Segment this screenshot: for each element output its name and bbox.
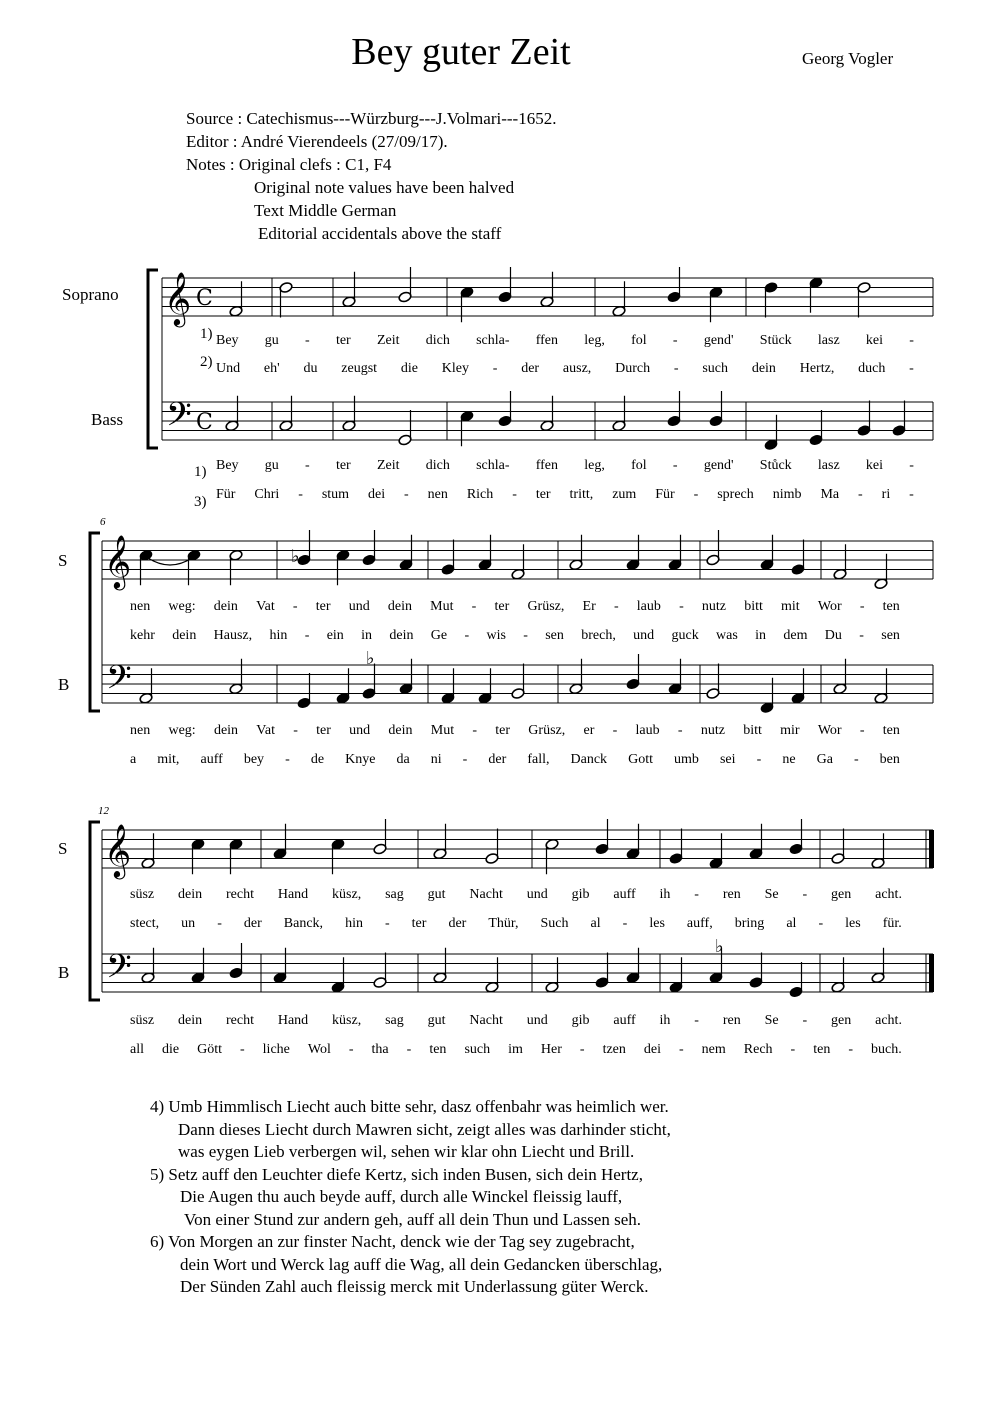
lyric-syllable: dich — [425, 458, 450, 473]
lyric-syllable: hin — [345, 916, 363, 931]
lyric-syllable: un — [181, 916, 196, 931]
lyric-syllable: Wol — [307, 1042, 331, 1057]
lyric-syllable: gu — [264, 333, 279, 348]
lyric-syllable: dein — [172, 628, 197, 643]
lyric-syllable: guck — [671, 628, 699, 643]
lyric-syllable: - — [909, 487, 914, 502]
verse-mark-bass-3: 3) — [194, 494, 207, 510]
lyric-syllable: ter — [335, 458, 351, 473]
lyric-syllable: - — [909, 333, 914, 348]
lyric-syllable: ter — [316, 723, 331, 738]
lyric-syllable: schla- — [476, 333, 510, 348]
lyric-syllable: Vat — [256, 723, 275, 738]
lyric-row — [216, 333, 914, 349]
lyric-syllable: - — [492, 361, 498, 376]
lyric-syllable: nutz — [701, 599, 727, 614]
lyric-syllable: - — [293, 723, 298, 738]
note-values-line: Original note values have been halved — [254, 178, 515, 197]
lyric-syllable: und — [633, 628, 655, 643]
lyric-syllable: leg, — [584, 458, 605, 473]
lyric-syllable: acht. — [875, 1013, 902, 1028]
bass-short-label-3: B — [58, 963, 70, 982]
lyric-syllable: in — [755, 628, 767, 643]
lyric-syllable: ter — [495, 723, 511, 738]
accidentals-line: Editorial accidentals above the staff — [258, 224, 502, 243]
lyric-syllable: Stück — [759, 333, 792, 348]
lyric-syllable: Grüsz, — [528, 723, 566, 738]
lyric-syllable: all — [130, 1042, 144, 1057]
lyric-syllable: ein — [326, 628, 344, 643]
lyric-syllable: fall, — [527, 752, 550, 767]
lyric-syllable: ben — [879, 752, 900, 767]
treble-clef-icon: 𝄞 — [104, 823, 132, 877]
lyric-syllable: stum — [321, 487, 350, 502]
lyric-syllable: weg: — [168, 723, 196, 738]
lyric-syllable: nen — [130, 599, 151, 614]
lyric-syllable: Er — [582, 599, 596, 614]
soprano-short-label-2: S — [58, 551, 68, 570]
lyric-syllable: - — [523, 628, 528, 643]
editor-line: Editor : André Vierendeels (27/09/17). — [186, 132, 448, 151]
lyric-syllable: - — [802, 1013, 808, 1028]
lyric-row — [130, 723, 900, 739]
lyric-syllable: gib — [571, 887, 590, 902]
lyric-syllable: Für — [216, 487, 236, 502]
lyric-syllable: gut — [427, 1013, 446, 1028]
lyric-syllable: Danck — [570, 752, 608, 767]
lyric-syllable: fol — [631, 333, 647, 348]
lyric-syllable: dein — [387, 599, 412, 614]
lyric-syllable: Für — [655, 487, 675, 502]
lyric-syllable: dich — [425, 333, 450, 348]
lyric-row — [130, 1013, 902, 1029]
lyric-syllable: Such — [540, 916, 569, 931]
lyric-syllable: Zeit — [376, 333, 400, 348]
lyric-syllable: de — [310, 752, 325, 767]
lyric-row — [216, 361, 914, 377]
lyric-syllable: - — [348, 1042, 354, 1057]
lyric-syllable: kei — [865, 333, 884, 348]
lyric-syllable: auff — [613, 887, 636, 902]
lyric-syllable: küsz, — [332, 1013, 362, 1028]
tie — [148, 558, 192, 565]
final-barline-thick — [929, 954, 934, 992]
lyric-row — [216, 458, 914, 474]
lyric-syllable: gen — [831, 887, 852, 902]
lyric-syllable: ten — [882, 599, 900, 614]
lyric-syllable: - — [909, 361, 914, 376]
lyric-syllable: ausz, — [562, 361, 592, 376]
lyric-syllable: Wor — [817, 723, 842, 738]
lyric-syllable: eh' — [263, 361, 280, 376]
lyric-syllable: recht — [225, 887, 254, 902]
lyric-syllable: gend' — [703, 333, 734, 348]
lyric-syllable: gib — [571, 1013, 590, 1028]
verse-line: 5) Setz auff den Leuchter diefe Kertz, sich inden Busen, sich dein Hertz, — [150, 1164, 643, 1184]
lyric-syllable: les — [649, 916, 665, 931]
lyric-syllable: tha — [371, 1042, 389, 1057]
lyric-syllable: gu — [264, 458, 279, 473]
lyric-syllable: zum — [612, 487, 637, 502]
notes-line: Notes : Original clefs : C1, F4 — [186, 155, 392, 174]
lyric-syllable: - — [859, 628, 864, 643]
lyric-syllable: Mut — [430, 723, 455, 738]
lyric-syllable: Thür, — [488, 916, 519, 931]
verse-mark-bass-1: 1) — [194, 464, 207, 480]
lyric-syllable: nutz — [700, 723, 725, 738]
lyric-syllable: Hand — [277, 887, 309, 902]
lyric-syllable: ffen — [535, 458, 559, 473]
lyric-syllable: tritt, — [569, 487, 594, 502]
lyric-syllable: ter — [315, 599, 331, 614]
lyric-syllable: die — [400, 361, 418, 376]
lyric-syllable: Nacht — [469, 1013, 503, 1028]
lyric-syllable: - — [285, 752, 290, 767]
lyric-row — [130, 628, 900, 644]
lyric-syllable: nimb — [772, 487, 802, 502]
lyric-syllable: zeugst — [341, 361, 378, 376]
lyric-syllable: auff, — [686, 916, 713, 931]
soprano-label: Soprano — [62, 285, 119, 304]
lyric-syllable: mit, — [157, 752, 180, 767]
lyric-syllable: kei — [865, 458, 884, 473]
lyric-syllable: duch — [858, 361, 886, 376]
lyric-syllable: - — [406, 1042, 412, 1057]
soprano-short-label-3: S — [58, 839, 68, 858]
lyric-syllable: - — [802, 887, 808, 902]
system-bracket — [90, 533, 100, 711]
lyric-syllable: Rich — [466, 487, 494, 502]
lyric-syllable: Gott — [628, 752, 653, 767]
lyric-syllable: dein — [178, 887, 203, 902]
lyric-row — [130, 887, 902, 903]
lyric-syllable: - — [818, 916, 824, 931]
lyric-syllable: - — [673, 361, 679, 376]
lyric-syllable: - — [679, 599, 684, 614]
lyric-syllable: schla- — [476, 458, 510, 473]
lyric-syllable: du — [303, 361, 318, 376]
lyric-syllable: bitt — [743, 723, 762, 738]
lyric-syllable: Hertz, — [799, 361, 835, 376]
lyric-syllable: mir — [780, 723, 800, 738]
verse-line: Von einer Stund zur andern geh, auff all dein Thun und Lassen seh. — [184, 1209, 642, 1229]
lyric-syllable: - — [472, 723, 478, 738]
lyric-syllable: ter — [335, 333, 351, 348]
verse-line: Dann dieses Liecht durch Mawren sicht, zeigt alles was darhinder sticht, — [178, 1119, 671, 1139]
lyric-syllable: - — [512, 487, 517, 502]
lyric-syllable: gut — [427, 887, 446, 902]
lyric-syllable: hin — [269, 628, 288, 643]
lyric-syllable: sei — [719, 752, 736, 767]
lyric-syllable: und — [526, 1013, 548, 1028]
verse-mark-sop-1: 1) — [200, 326, 213, 342]
lyric-syllable: - — [292, 599, 298, 614]
lyric-syllable: - — [693, 487, 699, 502]
system-bracket — [148, 270, 158, 448]
lyric-syllable: liche — [262, 1042, 290, 1057]
lyric-syllable: dei — [643, 1042, 661, 1057]
lyric-syllable: - — [579, 1042, 585, 1057]
lyric-syllable: sprech — [717, 487, 754, 502]
lyric-syllable: Se — [764, 887, 779, 902]
lyric-row — [130, 752, 900, 768]
lyric-syllable: süsz — [130, 887, 155, 902]
lyric-syllable: Her — [540, 1042, 562, 1057]
lyric-syllable: a — [130, 752, 137, 767]
lyric-syllable: ten — [429, 1042, 447, 1057]
lyric-syllable: - — [240, 1042, 245, 1057]
flat-icon: ♭ — [291, 546, 300, 567]
lyric-syllable: bitt — [744, 599, 763, 614]
lyric-syllable: auff — [613, 1013, 636, 1028]
additional-verses — [150, 1096, 671, 1299]
lyric-syllable: such — [464, 1042, 491, 1057]
lyric-syllable: - — [672, 333, 678, 348]
lyric-syllable: al — [786, 916, 797, 931]
lyric-syllable: küsz, — [332, 887, 362, 902]
bass-label: Bass — [91, 410, 124, 429]
lyric-syllable: ter — [535, 487, 551, 502]
lyric-syllable: Banck, — [283, 916, 324, 931]
system-bracket — [90, 822, 100, 1000]
bass-short-label-2: B — [58, 675, 70, 694]
treble-clef-icon: 𝄞 — [104, 534, 132, 588]
lyric-syllable: - — [612, 723, 618, 738]
lyric-syllable: such — [702, 361, 729, 376]
lyric-syllable: Stůck — [759, 458, 792, 473]
lyric-syllable: Hausz, — [213, 628, 253, 643]
lyric-syllable: bring — [734, 916, 765, 931]
lyric-syllable: - — [613, 599, 619, 614]
lyric-syllable: Grüsz, — [527, 599, 565, 614]
lyric-syllable: Bey — [216, 333, 239, 348]
lyric-syllable: Ma — [820, 487, 840, 502]
lyric-syllable: laub — [635, 723, 660, 738]
lyric-syllable: dein — [751, 361, 776, 376]
lyric-syllable: - — [756, 752, 762, 767]
lyric-syllable: leg, — [584, 333, 605, 348]
page-title: Bey guter Zeit — [351, 31, 571, 73]
lyric-syllable: - — [679, 1042, 684, 1057]
bass-clef-icon: 𝄢 — [106, 948, 132, 994]
lyric-syllable: für. — [882, 916, 902, 931]
lyric-syllable: - — [677, 723, 683, 738]
measure-number-6: 6 — [100, 516, 106, 528]
lyric-syllable: er — [583, 723, 595, 738]
verse-line: dein Wort und Werck lag auff die Wag, all dein Gedancken überschlag, — [180, 1254, 663, 1274]
lyric-syllable: Chri — [254, 487, 280, 502]
lyric-syllable: ter — [494, 599, 510, 614]
lyric-syllable: - — [217, 916, 222, 931]
final-barline-thick — [929, 830, 934, 868]
lyric-syllable: Kley — [441, 361, 469, 376]
lyric-syllable: ren — [722, 1013, 741, 1028]
lyric-row — [216, 487, 914, 503]
lyric-syllable: weg: — [168, 599, 196, 614]
lyric-syllable: - — [790, 1042, 796, 1057]
lyric-syllable: Hand — [277, 1013, 309, 1028]
lyric-row — [130, 599, 900, 615]
lyric-syllable: Ga — [816, 752, 833, 767]
time-signature: C — [196, 410, 213, 435]
lyric-syllable: - — [298, 487, 303, 502]
lyric-syllable: - — [909, 458, 914, 473]
lyric-syllable: - — [305, 458, 310, 473]
lyric-syllable: Gött — [197, 1042, 222, 1057]
lyric-syllable: umb — [674, 752, 699, 767]
lyric-syllable: in — [361, 628, 373, 643]
lyric-syllable: ih — [659, 887, 671, 902]
lyric-syllable: nem — [701, 1042, 726, 1057]
lyric-syllable: - — [859, 599, 865, 614]
lyric-syllable: und — [348, 599, 370, 614]
lyric-syllable: im — [508, 1042, 523, 1057]
verse-mark-sop-2: 2) — [200, 354, 213, 370]
lyric-syllable: nen — [427, 487, 448, 502]
lyric-syllable: die — [162, 1042, 180, 1057]
lyric-syllable: buch. — [871, 1042, 902, 1057]
lyric-syllable: Ge — [430, 628, 448, 643]
lyric-syllable: - — [848, 1042, 853, 1057]
text-language-line: Text Middle German — [254, 201, 397, 220]
lyric-syllable: da — [396, 752, 410, 767]
lyric-syllable: sen — [881, 628, 900, 643]
lyric-syllable: Se — [764, 1013, 779, 1028]
lyric-syllable: was — [716, 628, 738, 643]
lyric-syllable: und — [349, 723, 371, 738]
lyric-syllable: gend' — [703, 458, 734, 473]
lyric-syllable: ni — [430, 752, 442, 767]
lyric-syllable: wis — [486, 628, 506, 643]
lyric-syllable: dein — [178, 1013, 203, 1028]
lyric-syllable: der — [521, 361, 540, 376]
lyric-syllable: dei — [368, 487, 386, 502]
lyric-syllable: Und — [216, 361, 241, 376]
lyric-syllable: gen — [831, 1013, 852, 1028]
time-signature: C — [196, 286, 213, 311]
lyric-syllable: bey — [243, 752, 265, 767]
lyric-syllable: al — [590, 916, 601, 931]
lyric-syllable: dein — [213, 723, 239, 738]
lyric-syllable: dein — [389, 628, 414, 643]
lyric-syllable: - — [464, 628, 470, 643]
lyric-syllable: ter — [411, 916, 427, 931]
lyric-syllable: Durch — [615, 361, 651, 376]
lyric-syllable: ffen — [535, 333, 559, 348]
bass-clef-icon: 𝄢 — [106, 659, 132, 705]
lyric-syllable: nen — [130, 723, 151, 738]
lyric-syllable: - — [853, 752, 859, 767]
lyric-syllable: der — [448, 916, 467, 931]
lyric-syllable: kehr — [130, 628, 155, 643]
lyric-syllable: recht — [225, 1013, 254, 1028]
lyric-syllable: dem — [783, 628, 808, 643]
treble-clef-icon: 𝄞 — [164, 271, 192, 325]
lyric-syllable: - — [304, 628, 310, 643]
lyric-syllable: les — [845, 916, 861, 931]
lyric-syllable: ten — [813, 1042, 831, 1057]
lyric-syllable: Mut — [430, 599, 454, 614]
lyric-syllable: - — [622, 916, 628, 931]
lyric-syllable: lasz — [817, 333, 840, 348]
lyric-syllable: laub — [636, 599, 661, 614]
composer-name: Georg Vogler — [802, 49, 894, 68]
lyric-syllable: Knye — [345, 752, 376, 767]
lyric-syllable: - — [694, 1013, 699, 1028]
lyric-syllable: dein — [213, 599, 238, 614]
lyric-syllable: dein — [388, 723, 413, 738]
lyric-syllable: ten — [882, 723, 900, 738]
measure-number-12: 12 — [98, 805, 109, 817]
lyric-syllable: sen — [545, 628, 564, 643]
lyric-syllable: - — [404, 487, 409, 502]
lyric-syllable: - — [859, 723, 865, 738]
editorial-flat-icon: ♭ — [715, 936, 724, 957]
lyric-syllable: ren — [722, 887, 741, 902]
lyric-row — [130, 916, 902, 932]
lyric-syllable: Zeit — [376, 458, 400, 473]
lyric-syllable: sag — [385, 887, 404, 902]
lyric-syllable: fol — [631, 458, 647, 473]
lyric-syllable: acht. — [875, 887, 902, 902]
lyric-syllable: auff — [200, 752, 223, 767]
lyric-row — [130, 1042, 902, 1058]
lyric-syllable: und — [526, 887, 548, 902]
lyric-syllable: tzen — [602, 1042, 626, 1057]
lyric-syllable: - — [858, 487, 863, 502]
bass-clef-icon: 𝄢 — [166, 396, 192, 442]
verse-line: 4) Umb Himmlisch Liecht auch bitte sehr, dasz offenbahr was heimlich wer. — [150, 1097, 669, 1116]
lyric-syllable: brech, — [581, 628, 616, 643]
lyric-syllable: ne — [782, 752, 796, 767]
lyric-syllable: ri — [881, 487, 891, 502]
lyric-syllable: sag — [385, 1013, 404, 1028]
lyric-syllable: Du — [824, 628, 842, 643]
source-line: Source : Catechismus---Würzburg---J.Volmari---1652. — [186, 109, 557, 128]
verse-line: 6) Von Morgen an zur finster Nacht, denck wie der Tag sey zugebracht, — [150, 1232, 635, 1251]
verse-line: was eygen Lieb verbergen wil, sehen wir klar ohn Liecht und Brill. — [178, 1142, 635, 1161]
lyric-syllable: Wor — [817, 599, 842, 614]
lyric-syllable: - — [384, 916, 390, 931]
lyric-syllable: Nacht — [469, 887, 503, 902]
lyric-syllable: Rech — [743, 1042, 773, 1057]
lyric-syllable: - — [694, 887, 699, 902]
lyric-syllable: lasz — [817, 458, 840, 473]
verse-line: Der Sünden Zahl auch fleissig merck mit Underlassung güter Werck. — [180, 1277, 649, 1296]
lyric-syllable: ih — [659, 1013, 671, 1028]
lyric-syllable: - — [462, 752, 468, 767]
lyric-syllable: der — [488, 752, 507, 767]
editorial-flat-icon: ♭ — [366, 648, 375, 669]
lyric-syllable: mit — [781, 599, 800, 614]
lyric-syllable: Bey — [216, 458, 239, 473]
lyric-syllable: stect, — [130, 916, 160, 931]
lyric-syllable: süsz — [130, 1013, 155, 1028]
lyric-syllable: - — [672, 458, 678, 473]
lyric-syllable: - — [305, 333, 310, 348]
lyric-syllable: Vat — [256, 599, 275, 614]
verse-line: Die Augen thu auch beyde auff, durch alle Winckel fleissig lauff, — [180, 1187, 623, 1206]
lyric-syllable: - — [471, 599, 477, 614]
lyric-syllable: der — [243, 916, 262, 931]
